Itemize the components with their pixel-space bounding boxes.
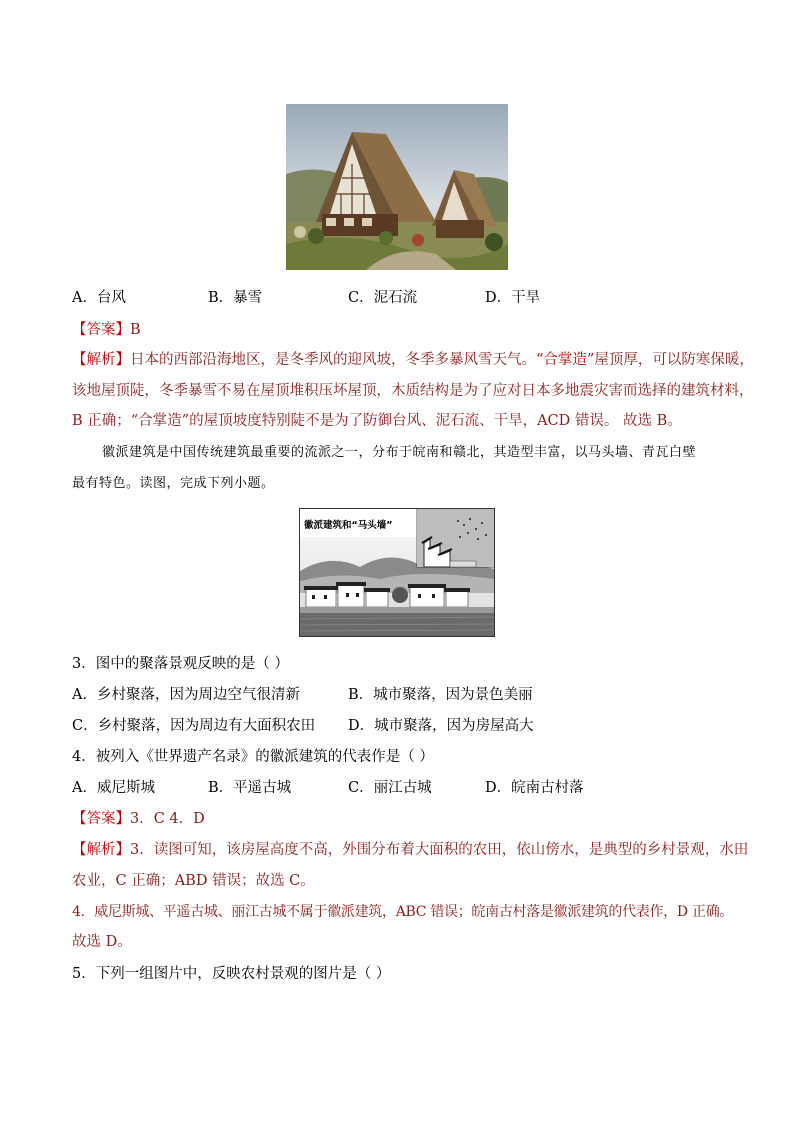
answer-value: B [130, 322, 141, 338]
analysis-2-line-2: 农业，C 正确；ABD 错误；故选 C。 [72, 873, 315, 889]
intro-line-1: 徽派建筑是中国传统建筑最重要的流派之一，分布于皖南和赣北，其造型丰富，以马头墙、青瓦白壁 [102, 445, 697, 460]
q3-option-a: A．乡村聚落，因为周边空气很清新 [72, 687, 300, 703]
analysis-2-line-1 [72, 840, 748, 860]
answer-label: 【答案】 [72, 811, 130, 827]
huizhou-architecture-figure [299, 508, 495, 637]
q2-option-c: C．泥石流 [348, 290, 418, 306]
answer-1 [72, 320, 141, 340]
q3-option-d: D．城市聚落，因为房屋高大 [348, 718, 534, 734]
q3-option-c: C．乡村聚落，因为周边有大面积农田 [72, 718, 316, 734]
gassho-house-photo [286, 104, 508, 270]
analysis-text: 3．读图可知，该房屋高度不高，外围分布着大面积的农田，依山傍水，是典型的乡村景观，水田 [130, 842, 749, 858]
analysis-1-line-1 [72, 350, 754, 370]
q3-option-b: B．城市聚落，因为景色美丽 [348, 687, 533, 703]
answer-label: 【答案】 [72, 322, 130, 338]
analysis-label: 【解析】 [72, 842, 130, 858]
analysis-1-line-3: B 正确；“合掌造”的屋顶坡度特别陡不是为了防御台风、泥石流、干旱，ACD 错误。 故选 B。 [72, 413, 682, 429]
intro-line-2: 最有特色。读图，完成下列小题。 [72, 476, 275, 491]
analysis-1-line-2: 该地屋顶陡，冬季暴雪不易在屋顶堆积压坏屋顶，木质结构是为了应对日本多地震灾害而选择的建筑材料， [72, 383, 754, 399]
q4-option-b: B．平遥古城 [208, 780, 292, 796]
analysis-2-line-3: 4．威尼斯城、平遥古城、丽江古城不属于徽派建筑，ABC 错误；皖南古村落是徽派建筑的代表作，D 正确。 [72, 904, 734, 920]
figure-title: 徽派建筑和“马头墙” [304, 520, 393, 531]
q4-option-c: C．丽江古城 [348, 780, 432, 796]
q5-stem: 5．下列一组图片中，反映农村景观的图片是（ ） [72, 966, 391, 982]
q2-option-a: A．台风 [72, 290, 126, 306]
answer-value: 3．C 4．D [130, 811, 205, 827]
q3-stem: 3．图中的聚落景观反映的是（ ） [72, 656, 289, 672]
analysis-2-line-4: 故选 D。 [72, 934, 132, 950]
answer-2 [72, 809, 205, 829]
q4-option-a: A．威尼斯城 [72, 780, 155, 796]
q4-option-d: D．皖南古村落 [485, 780, 584, 796]
analysis-text: 屋顶厚，可以防寒保暖， [594, 352, 754, 368]
q2-option-b: B．暴雪 [208, 290, 263, 306]
analysis-text: 日本的西部沿海地区，是冬季风的迎风坡，冬季多暴风雪天气。 [130, 352, 536, 368]
analysis-label: 【解析】 [72, 352, 130, 368]
analysis-quote: “合掌造” [536, 352, 595, 368]
q4-stem: 4．被列入《世界遗产名录》的徽派建筑的代表作是（ ） [72, 749, 434, 765]
q2-option-d: D．干旱 [485, 290, 541, 306]
